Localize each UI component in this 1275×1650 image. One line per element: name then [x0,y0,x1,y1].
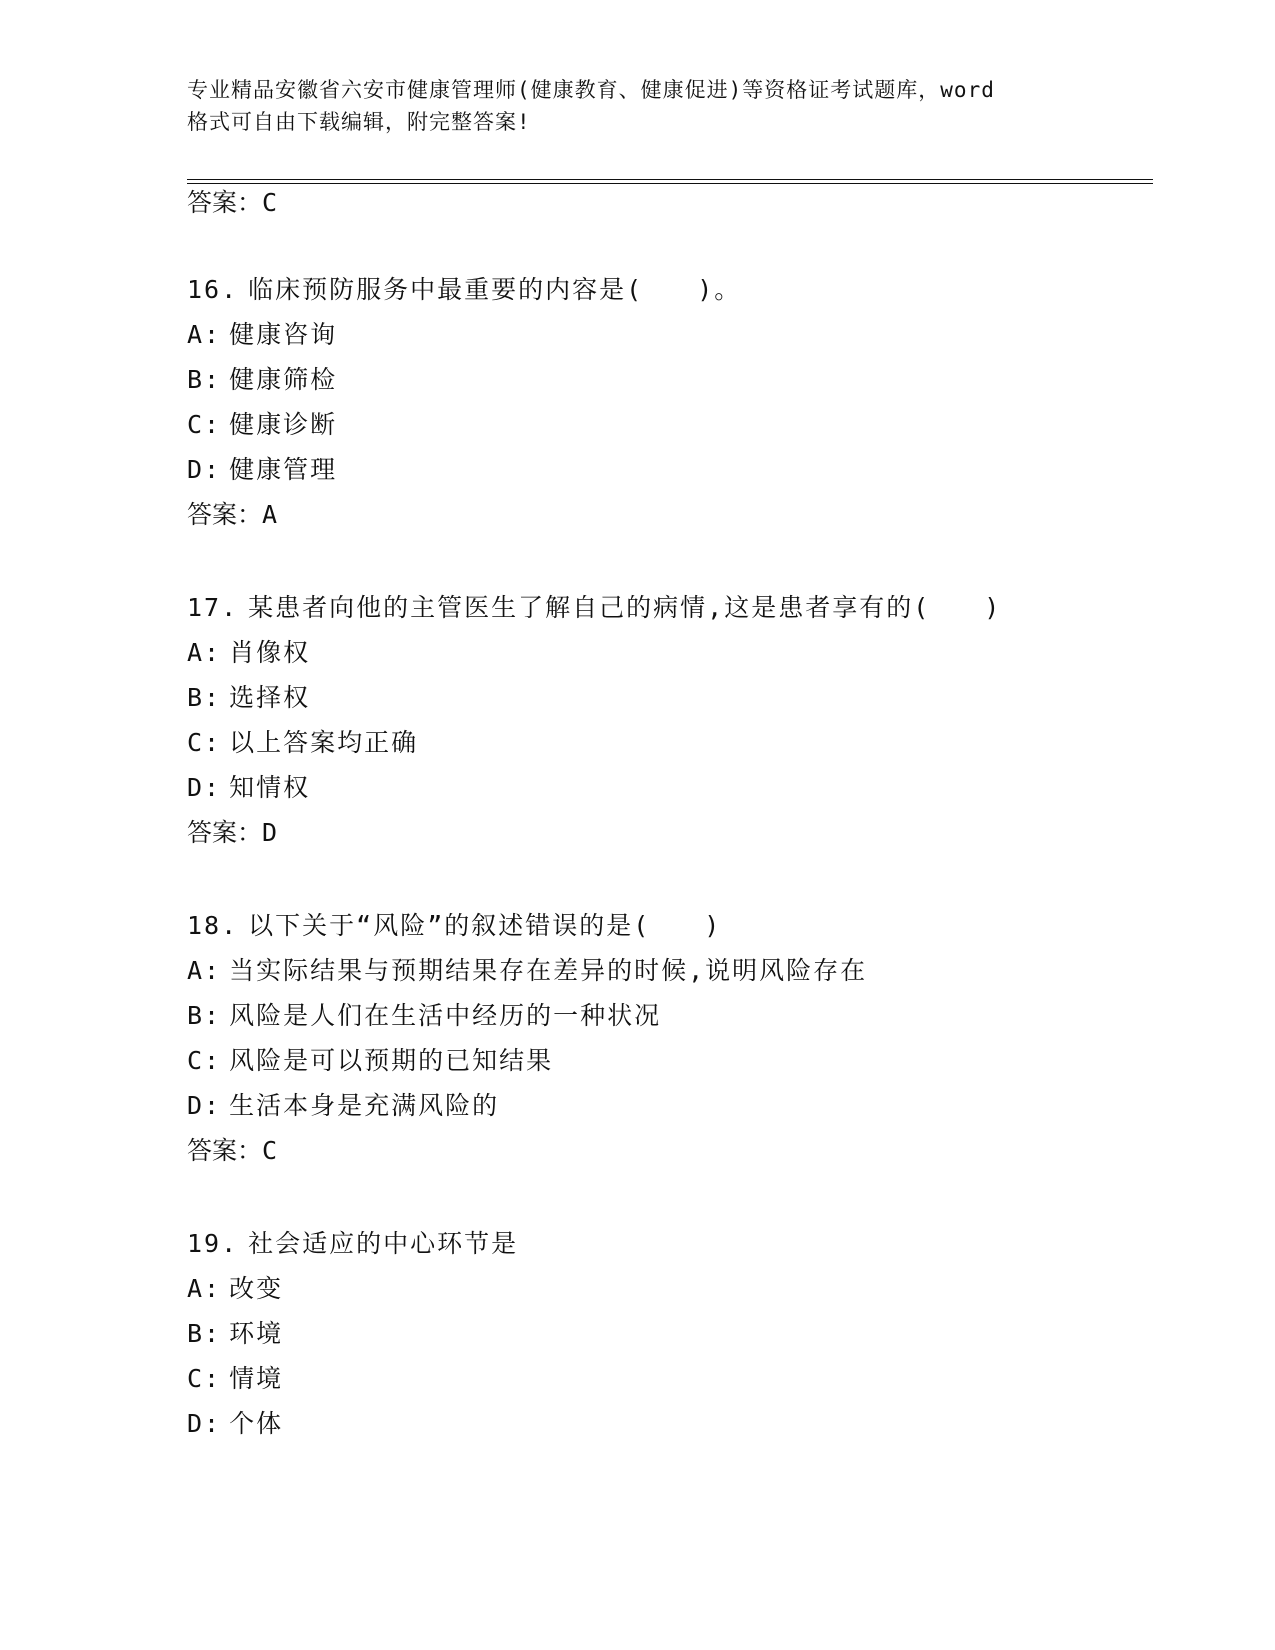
question-17 [187,585,1147,856]
option-text: 肖像权 [229,638,311,667]
option-key: C: [187,728,222,757]
option-key: A: [187,638,222,667]
option-key: A: [187,320,222,349]
option-b [187,993,1147,1038]
answer-value: D [262,818,278,847]
question-stem [187,1221,1147,1266]
option-text: 知情权 [229,773,311,802]
option-a [187,630,1147,675]
question-answer [187,810,1147,856]
question-text: 某患者向他的主管医生了解自己的病情,这是患者享有的( ) [248,593,1002,622]
answer-previous-question [187,188,277,218]
option-key: A: [187,956,222,985]
question-stem [187,267,1147,312]
option-key: B: [187,1001,222,1030]
option-d [187,447,1147,492]
option-text: 当实际结果与预期结果存在差异的时候,说明风险存在 [229,956,868,985]
question-number: 18. [187,911,239,940]
question-answer [187,1128,1147,1174]
question-18 [187,903,1147,1174]
answer-label: 答案： [187,500,263,529]
option-a [187,1266,1147,1311]
answer-value: C [262,1136,278,1165]
question-number: 16. [187,275,239,304]
question-stem [187,585,1147,630]
answer-label: 答案： [187,818,263,847]
option-b [187,1311,1147,1356]
option-text: 健康管理 [229,455,338,484]
option-text: 改变 [229,1274,284,1303]
option-a [187,312,1147,357]
option-key: D: [187,1091,222,1120]
option-text: 风险是可以预期的已知结果 [229,1046,554,1075]
option-c [187,1356,1147,1401]
option-key: B: [187,683,222,712]
option-text: 健康咨询 [229,320,338,349]
option-text: 以上答案均正确 [229,728,419,757]
option-d [187,1401,1147,1446]
option-key: A: [187,1274,222,1303]
option-c [187,1038,1147,1083]
option-text: 健康筛检 [229,365,338,394]
option-text: 健康诊断 [229,410,338,439]
option-key: D: [187,455,222,484]
option-text: 风险是人们在生活中经历的一种状况 [229,1001,662,1030]
option-text: 个体 [229,1409,284,1438]
option-key: D: [187,1409,222,1438]
question-16 [187,267,1147,538]
option-text: 选择权 [229,683,311,712]
answer-label: 答案： [187,188,263,217]
question-number: 17. [187,593,239,622]
document-header [187,74,1087,138]
question-stem [187,903,1147,948]
header-line-2: 格式可自由下载编辑，附完整答案! [187,110,531,134]
question-19 [187,1221,1147,1446]
option-key: D: [187,773,222,802]
option-key: B: [187,1319,222,1348]
answer-value: A [262,500,278,529]
option-b [187,357,1147,402]
question-text: 临床预防服务中最重要的内容是( )。 [248,275,742,304]
question-answer [187,492,1147,538]
question-text: 以下关于“风险”的叙述错误的是( ) [248,911,722,940]
option-text: 情境 [229,1364,284,1393]
option-a [187,948,1147,993]
header-divider-top [187,179,1153,180]
option-d [187,765,1147,810]
option-key: C: [187,1364,222,1393]
answer-value: C [262,188,278,217]
question-text: 社会适应的中心环节是 [248,1229,519,1258]
option-b [187,675,1147,720]
option-d [187,1083,1147,1128]
option-key: C: [187,1046,222,1075]
answer-label: 答案： [187,1136,263,1165]
option-key: C: [187,410,222,439]
option-text: 生活本身是充满风险的 [229,1091,500,1120]
option-key: B: [187,365,222,394]
header-line-1: 专业精品安徽省六安市健康管理师(健康教育、健康促进)等资格证考试题库，word [187,78,995,102]
option-text: 环境 [229,1319,284,1348]
option-c [187,402,1147,447]
question-number: 19. [187,1229,239,1258]
header-divider-bottom [187,183,1153,184]
option-c [187,720,1147,765]
